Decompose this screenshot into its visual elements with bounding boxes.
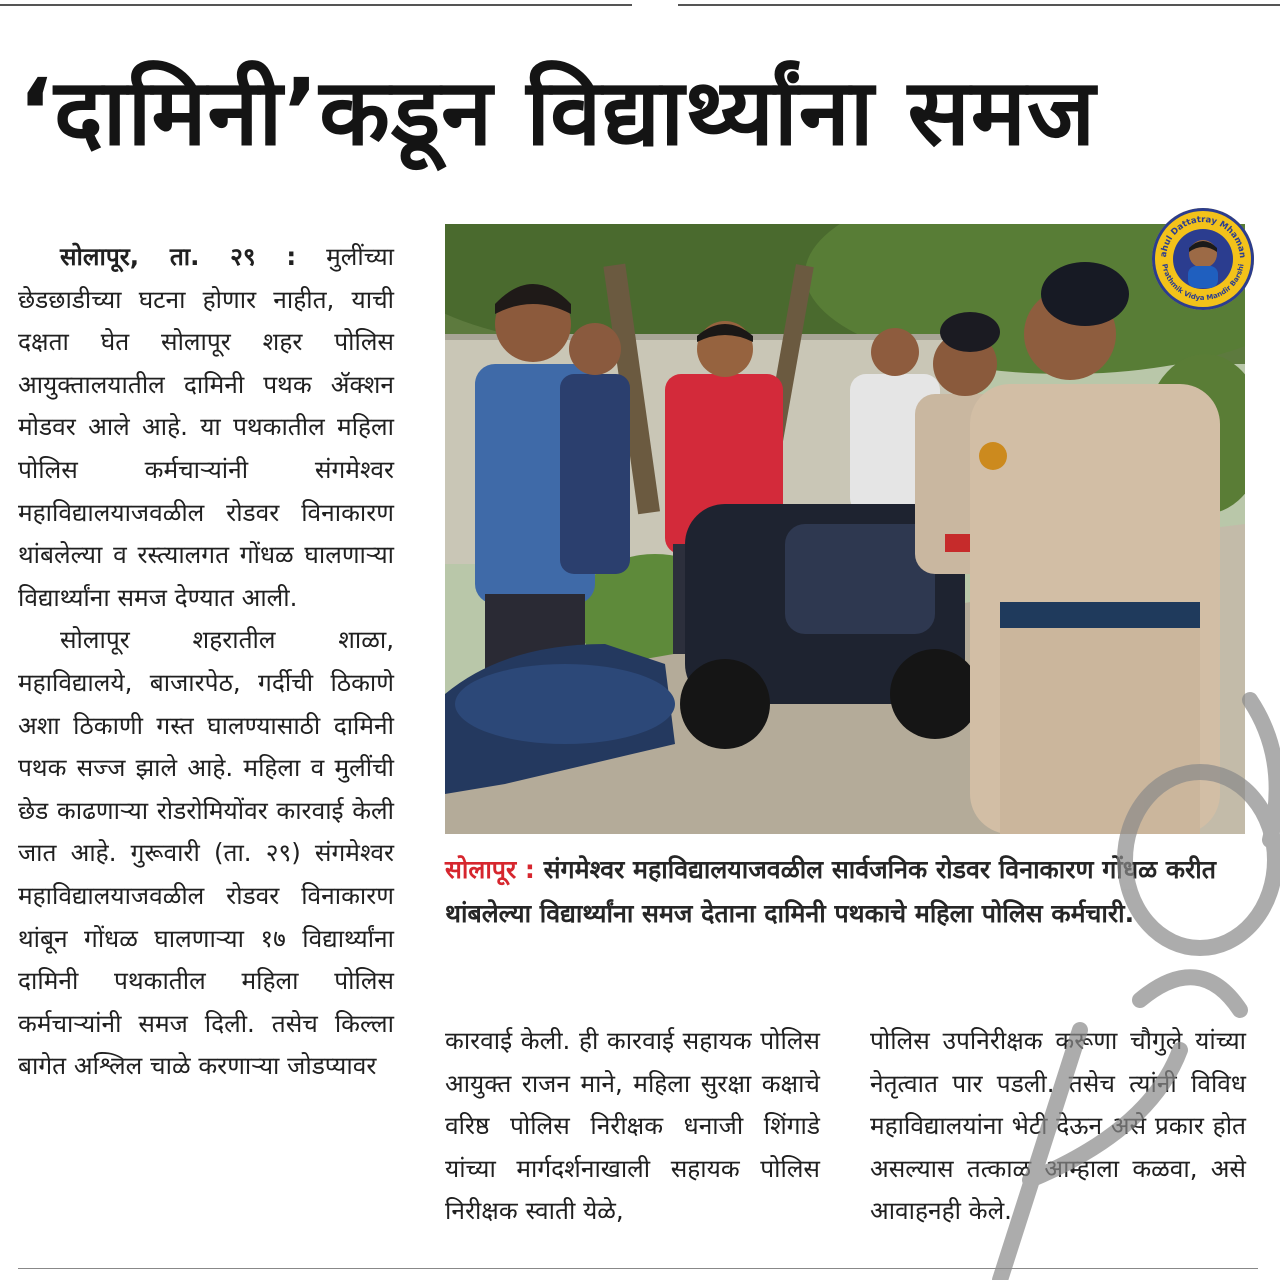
badge-top-text: ahul Dattatray Mhaman — [1158, 214, 1248, 259]
photo-caption — [445, 848, 1245, 936]
news-photo — [445, 224, 1245, 834]
middle-paragraph: कारवाई केली. ही कारवाई सहायक पोलिस आयुक्त राजन माने, महिला सुरक्षा कक्षाचे वरिष्ठ पोलिस निरीक्षक धनाजी शिंगाडे यांच्या मार्गदर्शनाखाली सहायक पोलिस निरीक्षक स्वाती येळे, — [445, 1026, 820, 1226]
middle-column — [445, 1020, 820, 1233]
left-column — [18, 236, 394, 1088]
headline: ‘दामिनी’कडून विद्यार्थ्यांना समज — [18, 59, 1097, 166]
top-rule-left — [0, 4, 632, 6]
caption-place: सोलापूर : — [445, 855, 535, 884]
bottom-rule — [18, 1268, 1258, 1269]
right-paragraph: पोलिस उपनिरीक्षक करूणा चौगुले यांच्या नेतृत्वात पार पडली. तसेच त्यांनी विविध महाविद्यालयांना भेटी देऊन असे प्रकार होत असल्यास तत्काळ आम्हाला कळवा, असे आवाहनही केले. — [870, 1026, 1246, 1226]
dateline: सोलापूर, ता. २९ : — [60, 242, 297, 271]
profile-badge — [1152, 208, 1254, 310]
left-paragraph-1 — [18, 236, 394, 619]
badge-ring-svg — [1152, 208, 1254, 310]
top-rule-right — [678, 4, 1280, 6]
left-paragraph-1-text: मुलींच्या छेडछाडीच्या घटना होणार नाहीत, याची दक्षता घेत सोलापूर शहर पोलिस आयुक्तालयातील दामिनी पथक ॲक्शन मोडवर आले आहे. या पथकातील महिला पोलिस कर्मचाऱ्यांनी संगमेश्‍वर महाविद्यालयाजवळील रोडवर विनाकारण थांबलेल्या व रस्त्यालगत गोंधळ घालणाऱ्या विद्यार्थ्यांना समज देण्यात आली. — [18, 242, 395, 612]
caption-text: संगमेश्‍वर महाविद्यालयाजवळील सार्वजनिक रोडवर विनाकारण गोंधळ करीत थांबलेल्या विद्यार्थ्यांना समज देताना दामिनी पथकाचे महिला पोलिस कर्मचारी. — [445, 855, 1217, 928]
news-photo-illustration — [445, 224, 1245, 834]
left-paragraph-2: सोलापूर शहरातील शाळा, महाविद्यालये, बाजारपेठ, गर्दीची ठिकाणे अशा ठिकाणी गस्त घालण्यासाठी दामिनी पथक सज्ज झाले आहे. महिला व मुलींची छेड काढणाऱ्या रोडरोमियोंवर कारवाई केली जात आहे. गुरूवारी (ता. २९) संगमेश्‍वर महाविद्यालयाजवळील रोडवर विनाकारण थांबून गोंधळ घालणाऱ्या १७ विद्यार्थ्यांना दामिनी पथकातील महिला पोलिस कर्मचाऱ्यांनी समज दिली. तसेच किल्ला बागेत अश्लिल चाळे करणाऱ्या जोडप्यावर — [18, 625, 394, 1081]
right-column — [870, 1020, 1246, 1233]
badge-bottom-text: Prathmik Vidya Mandir Barshi — [1160, 263, 1246, 303]
